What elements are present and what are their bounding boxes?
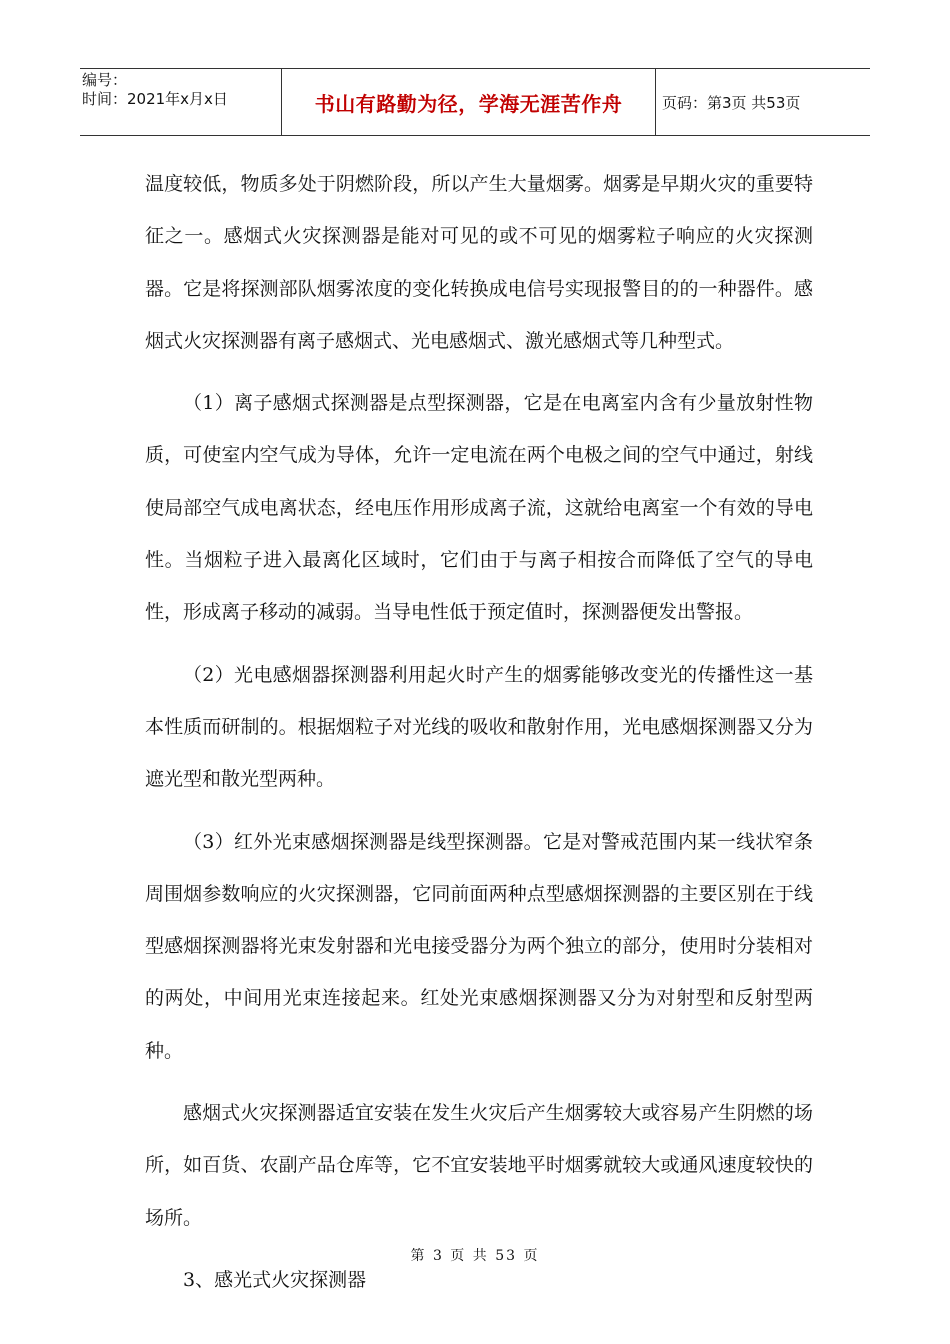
paragraph: 温度较低，物质多处于阴燃阶段，所以产生大量烟雾。烟雾是早期火灾的重要特征之一。感烟式火灾探测器是能对可见的或不可见的烟雾粒子响应的火灾探测器。它是将探测部队烟雾浓度的变化转换成电信号实现报警目的的一种器件。感烟式火灾探测器有离子感烟式、光电感烟式、激光感烟式等几种型式。 bbox=[145, 173, 813, 352]
header-meta bbox=[80, 69, 282, 135]
section-heading: 3、感光式火灾探测器 bbox=[183, 1268, 367, 1291]
paragraph: （3）红外光束感烟探测器是线型探测器。它是对警戒范围内某一线状窄条周围烟参数响应的火灾探测器，它同前面两种点型感烟探测器的主要区别在于线型感烟探测器将光束发射器和光电接受器分为两个独立的部分，使用时分装相对的两处，中间用光束连接起来。红处光束感烟探测器又分为对射型和反射型两种。 bbox=[145, 830, 813, 1062]
header-page-info: 页码：第3页 共53页 bbox=[662, 93, 801, 112]
number-label: 编号： bbox=[82, 71, 128, 89]
document-header bbox=[80, 68, 870, 136]
page-footer: 第 3 页 共 53 页 bbox=[410, 1248, 540, 1264]
paragraph: 感烟式火灾探测器适宜安装在发生火灾后产生烟雾较大或容易产生阴燃的场所，如百货、农副产品仓库等，它不宜安装地平时烟雾就较大或通风速度较快的场所。 bbox=[145, 1102, 813, 1229]
document-body bbox=[145, 158, 813, 1316]
header-motto: 书山有路勤为径，学海无涯苦作舟 bbox=[282, 69, 656, 135]
paragraph: （2）光电感烟器探测器利用起火时产生的烟雾能够改变光的传播性这一基本性质而研制的。根据烟粒子对光线的吸收和散射作用，光电感烟探测器又分为遮光型和散光型两种。 bbox=[145, 663, 813, 791]
paragraph: （1）离子感烟式探测器是点型探测器，它是在电离室内含有少量放射性物质，可使室内空气成为导体，允许一定电流在两个电极之间的空气中通过，射线使局部空气成电离状态，经电压作用形成离子流，这就给电离室一个有效的导电性。当烟粒子进入最离化区域时，它们由于与离子相按合而降低了空气的导电性，形成离子移动的减弱。当导电性低于预定值时，探测器便发出警报。 bbox=[145, 392, 813, 624]
time-label: 时间：2021年x月x日 bbox=[82, 90, 228, 108]
